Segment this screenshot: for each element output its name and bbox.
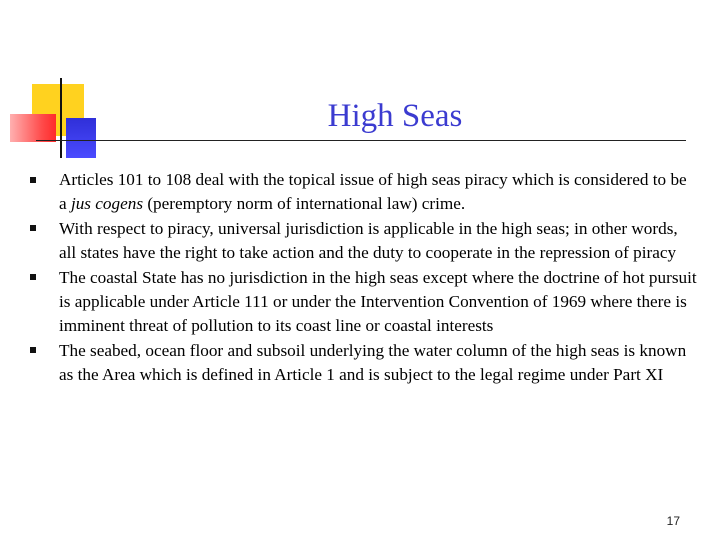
bullet-2-text: With respect to piracy, universal jurisdiction is applicable in the high seas; in other words, all states have the right to take action and the duty to cooperate in the repression of piracy: [59, 218, 678, 263]
square-bullet-icon: [30, 347, 36, 353]
slide-title: High Seas: [327, 98, 463, 134]
bullet-item-1: [29, 168, 697, 217]
title-divider-line: [36, 140, 686, 141]
square-bullet-icon: [30, 225, 36, 231]
page-number: 17: [666, 514, 680, 528]
decorative-vertical-line: [60, 78, 62, 158]
square-bullet-icon: [30, 274, 36, 280]
bullet-3-text: The coastal State has no jurisdiction in the high seas except where the doctrine of hot pursuit is applicable under Article 111 or under the Intervention Convention of 1969 where there is imminent threat of pollution to its coast line or coastal interests: [59, 267, 697, 336]
square-bullet-icon: [30, 177, 36, 183]
bullet-list: [29, 168, 697, 388]
bullet-item-3: [29, 266, 697, 339]
bullet-item-4: [29, 339, 697, 388]
bullet-1-text-end: (peremptory norm of international law) crime.: [143, 194, 466, 214]
bullet-1-text-start: Articles 101 to 108 deal with the topical issue of high seas piracy which is considered to be a: [59, 170, 687, 214]
decorative-red-bar: [10, 114, 56, 142]
bullet-1-italic-term: jus cogens: [70, 194, 144, 214]
bullet-item-2: [29, 217, 697, 266]
decorative-blue-square: [66, 118, 96, 158]
bullet-4-text: The seabed, ocean floor and subsoil underlying the water column of the high seas is known as the Area which is defined in Article 1 and is subject to the legal regime under Part XI: [59, 340, 687, 385]
